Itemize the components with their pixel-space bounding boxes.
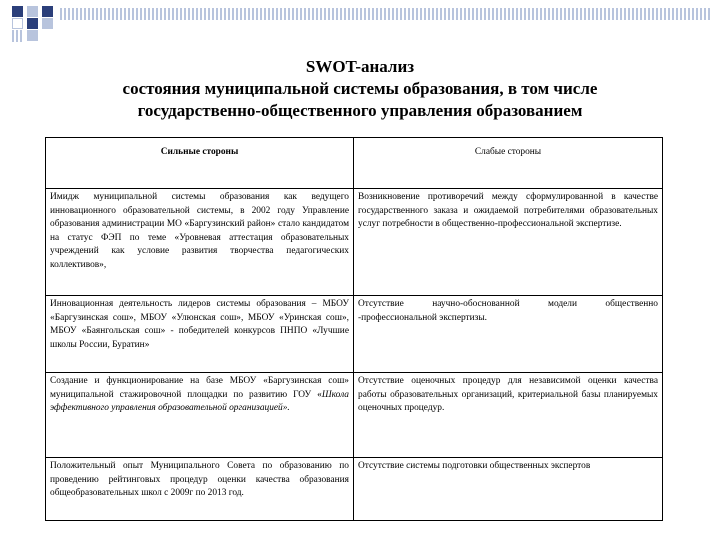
weakness-cell: Отсутствие системы подготовки общественных экспертов	[354, 458, 663, 521]
strength-cell: Инновационная деятельность лидеров системы образования – МБОУ «Баргузинская сош», МБОУ «Улюнская сош», МБОУ «Уринская сош», МБОУ «Баянгольская сош» - победителей конкурсов ПНПО «Лучшие школы России, Буратин»	[46, 296, 354, 373]
weakness-cell: Возникновение противоречий между сформулированной в качестве государственного заказа и ожидаемой потребителями образовательных услуг потребности в общественно-профессиональной экспертизе.	[354, 189, 663, 296]
title-line-1: SWOT-анализ	[305, 57, 415, 76]
strength-text: Создание и функционирование на базе МБОУ «Баргузинская сош» муниципальной стажировочной площадки по развитию ГОУ «	[50, 376, 349, 400]
weakness-cell: Отсутствие оценочных процедур для независимой оценки качества работы образовательных организаций, критериальной базы планируемых оценочных процедур.	[354, 373, 663, 458]
title-line-2: состояния муниципальной системы образования, в том числе	[122, 79, 598, 98]
strength-cell	[46, 373, 354, 458]
deco-square-light	[27, 30, 38, 41]
strength-cell: Имидж муниципальной системы образования как ведущего инновационного образовательной системы, в 2002 году Управление образования администрации МО «Баргузинский район» стало кандидатом на статус ФЭП по теме «Уровневая аттестация образовательных учреждений как условие развития творчества педагогических коллективов»,	[46, 189, 354, 296]
header-strengths: Сильные стороны	[46, 138, 354, 189]
header-weaknesses: Слабые стороны	[354, 138, 663, 189]
table-row	[46, 296, 663, 373]
swot-table	[45, 137, 663, 521]
table-row	[46, 373, 663, 458]
table-row	[46, 458, 663, 521]
deco-square-dark	[27, 18, 38, 29]
deco-square-dark	[42, 6, 53, 17]
title-line-3: государственно-общественного управления образованием	[137, 101, 583, 120]
page-title	[60, 56, 660, 122]
deco-square-light	[42, 18, 53, 29]
table-header-row	[46, 138, 663, 189]
strength-text-italic: Школа эффективного управления образовательной организацией».	[50, 389, 349, 414]
deco-square-light	[27, 6, 38, 17]
decorative-stripe-small	[12, 30, 24, 42]
strength-cell: Положительный опыт Муниципального Совета по образованию по проведению рейтинговых процедур оценки качества образования общеобразовательных школ с 2009г по 2013 год.	[46, 458, 354, 521]
deco-square-dark	[12, 6, 23, 17]
deco-square-outline	[12, 18, 23, 29]
decorative-stripe	[60, 8, 710, 20]
weakness-cell: Отсутствие научно-обоснованной модели общественно -профессиональной экспертизы.	[354, 296, 663, 373]
table-row	[46, 189, 663, 296]
